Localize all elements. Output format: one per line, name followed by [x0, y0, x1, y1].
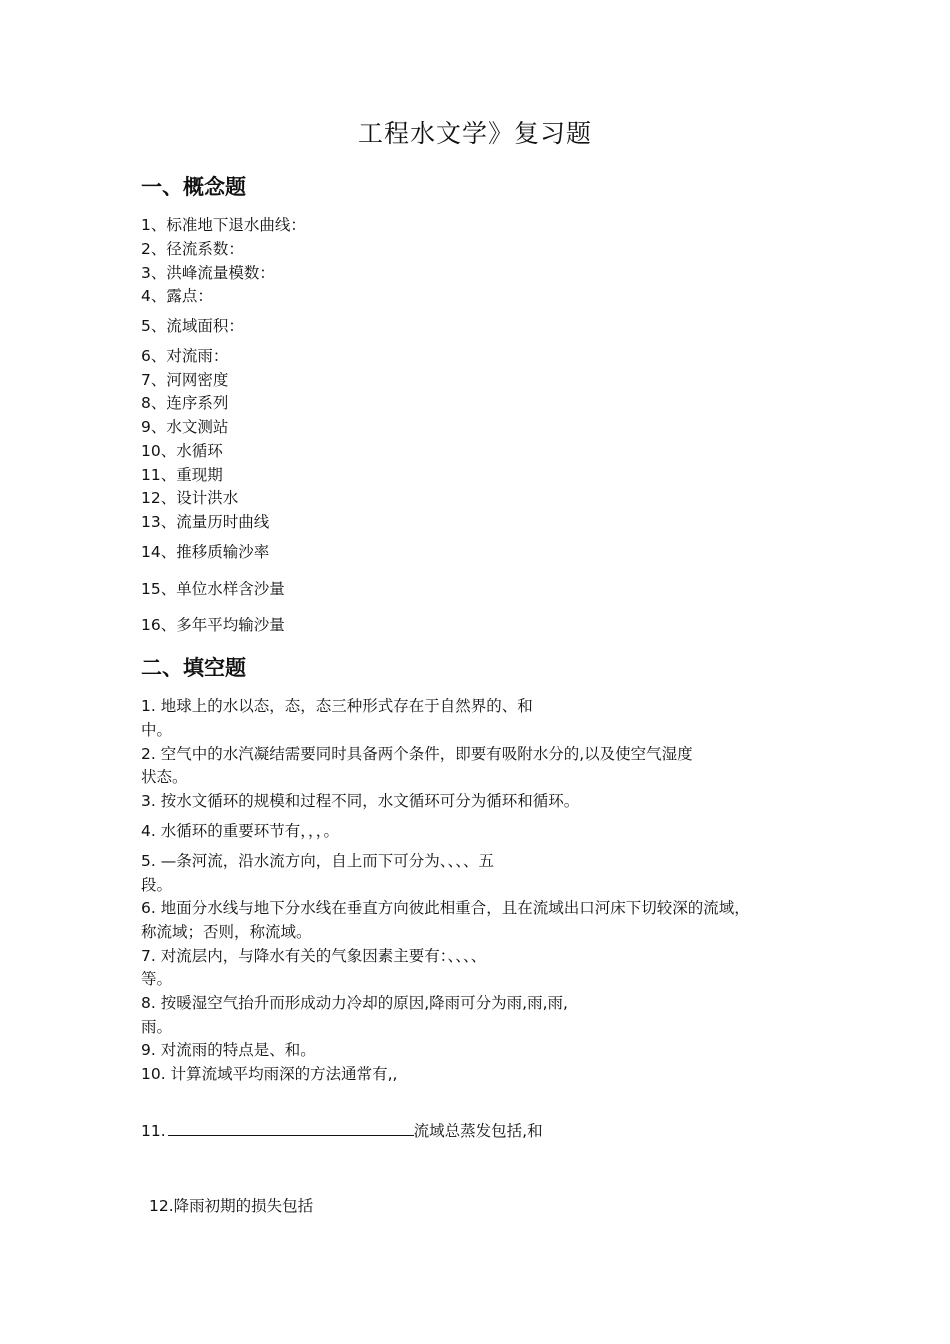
concept-item: 6、对流雨： [141, 347, 229, 365]
concept-item: 3、洪峰流量模数： [141, 264, 275, 282]
fill-in-line: 8. 按暖湿空气抬升而形成动力冷却的原因,降雨可分为雨,雨,雨, [141, 994, 568, 1012]
answer-blank [168, 1121, 414, 1136]
concept-item: 14、推移质输沙率 [141, 543, 270, 561]
concept-item: 12、设计洪水 [141, 489, 239, 507]
fill-in-line: 段。 [141, 876, 173, 894]
concept-item: 8、连序系列 [141, 394, 229, 412]
fill-in-line: 中。 [141, 721, 173, 739]
question-text: 流域总蒸发包括,和 [413, 1122, 543, 1140]
fill-in-line: 10. 计算流域平均雨深的方法通常有,, [141, 1065, 398, 1083]
fill-in-line: 3. 按水文循环的规模和过程不同，水文循环可分为循环和循环。 [141, 792, 580, 810]
concept-item: 9、水文测站 [141, 418, 229, 436]
fill-in-line: 7. 对流层内，与降水有关的气象因素主要有：、、、、 [141, 947, 487, 965]
document-title: 工程水文学》复习题 [357, 119, 592, 148]
fill-in-line: 称流域；否则，称流域。 [141, 923, 312, 941]
section-concepts-heading: 一、概念题 [141, 175, 246, 199]
concept-item: 7、河网密度 [141, 371, 229, 389]
concept-item: 4、露点： [141, 287, 213, 305]
fill-in-line-11 [141, 1121, 543, 1141]
fill-in-line: 5. —条河流，沿水流方向，自上而下可分为、、、、五 [141, 852, 494, 870]
fill-in-line: 1. 地球上的水以态，态，态三种形式存在于自然界的、和 [141, 697, 533, 715]
question-number: 11. [141, 1122, 166, 1140]
concept-item: 5、流域面积： [141, 317, 244, 335]
section-fill-in-heading: 二、填空题 [141, 656, 246, 680]
concept-item: 15、单位水样含沙量 [141, 580, 285, 598]
concept-item: 16、多年平均输沙量 [141, 616, 285, 634]
fill-in-line: 2. 空气中的水汽凝结需要同时具备两个条件，即要有吸附水分的,以及使空气湿度 [141, 745, 693, 763]
concept-item: 13、流量历时曲线 [141, 513, 270, 531]
concept-item: 10、水循环 [141, 442, 223, 460]
fill-in-line: 6. 地面分水线与地下分水线在垂直方向彼此相重合，且在流域出口河床下切较深的流域， [141, 899, 750, 917]
fill-in-line: 4. 水循环的重要环节有，，，。 [141, 822, 339, 840]
concept-item: 11、重现期 [141, 466, 223, 484]
fill-in-line: 9. 对流雨的特点是、和。 [141, 1041, 316, 1059]
concept-item: 2、径流系数： [141, 240, 244, 258]
fill-in-line-12: 12.降雨初期的损失包括 [149, 1197, 314, 1215]
fill-in-line: 雨。 [141, 1018, 173, 1036]
fill-in-line: 状态。 [141, 768, 188, 786]
fill-in-line: 等。 [141, 970, 173, 988]
concept-item: 1、标准地下退水曲线： [141, 216, 306, 234]
